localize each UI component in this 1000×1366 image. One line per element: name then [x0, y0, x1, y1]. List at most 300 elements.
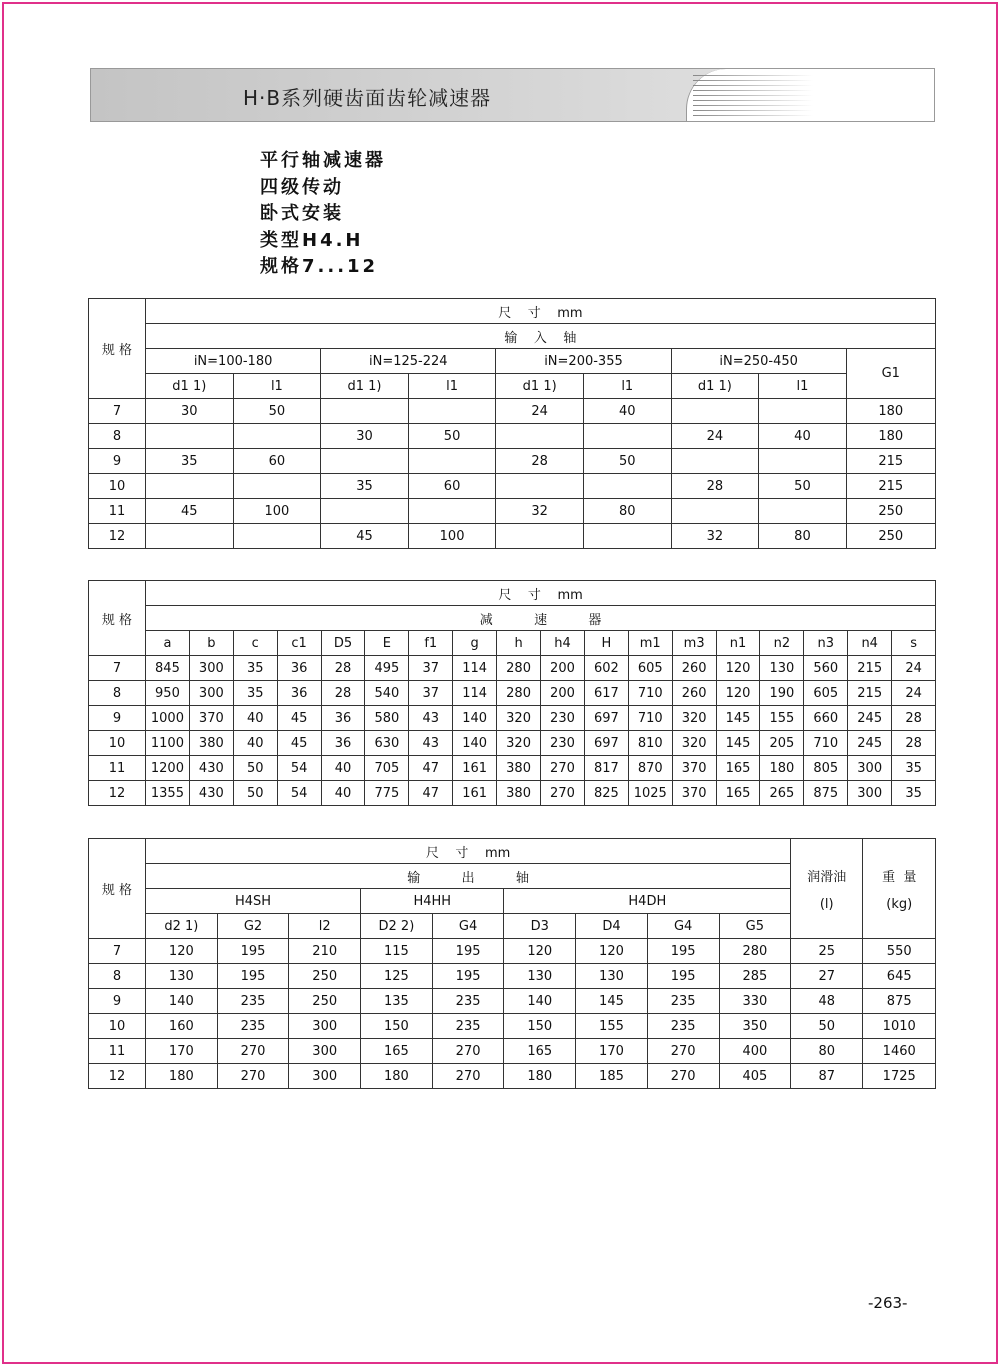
column-header: D4	[576, 914, 648, 939]
value-cell: 817	[584, 756, 628, 781]
value-cell: 1100	[146, 731, 190, 756]
header-title: H·B系列硬齿面齿轮减速器	[243, 86, 492, 110]
type-header: H4SH	[146, 889, 361, 914]
column-header: a	[146, 631, 190, 656]
size-cell: 9	[89, 989, 146, 1014]
value-cell: 28	[671, 474, 759, 499]
table-row	[89, 656, 936, 681]
value-cell: 270	[541, 756, 585, 781]
value-cell: 250	[289, 989, 361, 1014]
value-cell: 140	[146, 989, 218, 1014]
weight-unit: (kg)	[886, 896, 913, 912]
column-header: m1	[628, 631, 672, 656]
value-cell: 100	[408, 524, 496, 549]
value-cell: 114	[453, 656, 497, 681]
value-cell: 270	[541, 781, 585, 806]
reducer-dimensions-table	[88, 580, 936, 806]
value-cell: 40	[583, 399, 671, 424]
value-cell	[321, 399, 409, 424]
value-cell: 320	[497, 731, 541, 756]
input-shaft-table	[88, 298, 936, 549]
banner-image-panel	[686, 69, 935, 122]
value-cell: 697	[584, 706, 628, 731]
value-cell	[583, 424, 671, 449]
value-cell: 710	[628, 706, 672, 731]
size-cell: 10	[89, 1014, 146, 1039]
value-cell: 200	[541, 656, 585, 681]
value-cell	[146, 424, 234, 449]
value-cell: 165	[716, 781, 760, 806]
value-cell: 195	[217, 964, 289, 989]
subtitle: 卧式安装	[260, 203, 344, 224]
value-cell: 80	[583, 499, 671, 524]
size-cell: 12	[89, 1064, 146, 1089]
value-cell: 300	[189, 681, 233, 706]
product-subtitles	[260, 148, 386, 281]
value-cell: 54	[277, 756, 321, 781]
value-cell: 36	[277, 681, 321, 706]
value-cell: 130	[504, 964, 576, 989]
column-header: c	[233, 631, 277, 656]
value-cell: 100	[233, 499, 321, 524]
column-header: D5	[321, 631, 365, 656]
column-header: E	[365, 631, 409, 656]
value-cell	[408, 399, 496, 424]
value-cell: 280	[719, 939, 791, 964]
table-row	[89, 474, 936, 499]
value-cell: 40	[321, 781, 365, 806]
value-cell: 660	[804, 706, 848, 731]
value-cell: 50	[408, 424, 496, 449]
value-cell: 35	[892, 756, 936, 781]
column-header: l2	[289, 914, 361, 939]
dimension-header: 尺 寸 mm	[146, 839, 791, 864]
value-cell: 145	[576, 989, 648, 1014]
value-cell: 60	[233, 449, 321, 474]
ratio-header: iN=200-355	[496, 349, 671, 374]
value-cell: 28	[321, 681, 365, 706]
value-cell: 45	[277, 731, 321, 756]
value-cell: 605	[804, 681, 848, 706]
value-cell: 1010	[863, 1014, 936, 1039]
value-cell: 875	[863, 989, 936, 1014]
value-cell	[496, 524, 584, 549]
ratio-header: iN=250-450	[671, 349, 846, 374]
value-cell: 805	[804, 756, 848, 781]
value-cell: 235	[647, 989, 719, 1014]
size-cell: 7	[89, 399, 146, 424]
value-cell: 160	[146, 1014, 218, 1039]
size-cell: 8	[89, 424, 146, 449]
value-cell: 140	[453, 731, 497, 756]
column-header: D2 2)	[361, 914, 433, 939]
table-row	[89, 424, 936, 449]
value-cell: 170	[146, 1039, 218, 1064]
value-cell: 215	[846, 474, 935, 499]
subtitle: 平行轴减速器	[260, 150, 386, 171]
value-cell: 28	[892, 706, 936, 731]
value-cell: 120	[146, 939, 218, 964]
value-cell: 285	[719, 964, 791, 989]
value-cell: 180	[846, 424, 935, 449]
value-cell: 370	[672, 756, 716, 781]
value-cell: 645	[863, 964, 936, 989]
value-cell: 580	[365, 706, 409, 731]
value-cell: 1355	[146, 781, 190, 806]
value-cell: 165	[504, 1039, 576, 1064]
g1-header: G1	[846, 349, 935, 399]
value-cell: 24	[892, 681, 936, 706]
value-cell: 30	[321, 424, 409, 449]
value-cell: 40	[759, 424, 847, 449]
page-number: -263-	[868, 1294, 908, 1312]
value-cell: 280	[497, 681, 541, 706]
table-row	[89, 1064, 936, 1089]
size-cell: 10	[89, 474, 146, 499]
value-cell: 120	[576, 939, 648, 964]
table-row	[89, 1014, 936, 1039]
value-cell: 190	[760, 681, 804, 706]
column-header: l1	[583, 374, 671, 399]
column-header: g	[453, 631, 497, 656]
column-header: G2	[217, 914, 289, 939]
value-cell: 125	[361, 964, 433, 989]
value-cell: 50	[759, 474, 847, 499]
oil-label: 润滑油	[807, 869, 847, 885]
column-header: D3	[504, 914, 576, 939]
value-cell: 300	[289, 1014, 361, 1039]
value-cell: 32	[671, 524, 759, 549]
column-header: n3	[804, 631, 848, 656]
oil-unit: (l)	[819, 896, 834, 912]
value-cell: 1025	[628, 781, 672, 806]
column-header: c1	[277, 631, 321, 656]
value-cell: 120	[716, 656, 760, 681]
value-cell: 430	[189, 756, 233, 781]
column-header: s	[892, 631, 936, 656]
size-cell: 12	[89, 524, 146, 549]
weight-label: 重 量	[882, 869, 917, 885]
value-cell: 24	[496, 399, 584, 424]
value-cell: 54	[277, 781, 321, 806]
value-cell: 28	[321, 656, 365, 681]
column-header: H	[584, 631, 628, 656]
value-cell: 28	[496, 449, 584, 474]
value-cell: 775	[365, 781, 409, 806]
value-cell: 810	[628, 731, 672, 756]
value-cell: 380	[497, 756, 541, 781]
value-cell: 140	[504, 989, 576, 1014]
size-header: 规 格	[89, 581, 146, 656]
value-cell: 180	[760, 756, 804, 781]
value-cell: 235	[647, 1014, 719, 1039]
size-cell: 7	[89, 656, 146, 681]
value-cell: 1000	[146, 706, 190, 731]
value-cell: 350	[719, 1014, 791, 1039]
value-cell: 180	[361, 1064, 433, 1089]
value-cell: 270	[432, 1039, 504, 1064]
dimension-header: 尺 寸 mm	[146, 299, 936, 324]
value-cell: 50	[233, 781, 277, 806]
value-cell	[671, 499, 759, 524]
value-cell	[321, 499, 409, 524]
value-cell: 875	[804, 781, 848, 806]
column-header: n2	[760, 631, 804, 656]
value-cell: 630	[365, 731, 409, 756]
value-cell: 35	[892, 781, 936, 806]
table-row	[89, 756, 936, 781]
value-cell: 135	[361, 989, 433, 1014]
size-cell: 11	[89, 499, 146, 524]
group-header: 输 入 轴	[146, 324, 936, 349]
value-cell: 40	[233, 706, 277, 731]
value-cell	[671, 399, 759, 424]
value-cell: 300	[289, 1039, 361, 1064]
value-cell: 130	[146, 964, 218, 989]
value-cell	[496, 424, 584, 449]
value-cell: 27	[791, 964, 863, 989]
value-cell: 710	[804, 731, 848, 756]
value-cell	[408, 449, 496, 474]
table-row	[89, 964, 936, 989]
value-cell	[146, 474, 234, 499]
size-cell: 8	[89, 964, 146, 989]
value-cell	[759, 399, 847, 424]
value-cell: 370	[672, 781, 716, 806]
value-cell: 230	[541, 731, 585, 756]
value-cell: 165	[716, 756, 760, 781]
value-cell: 705	[365, 756, 409, 781]
value-cell: 150	[361, 1014, 433, 1039]
value-cell: 43	[409, 706, 453, 731]
value-cell: 617	[584, 681, 628, 706]
size-cell: 7	[89, 939, 146, 964]
value-cell: 300	[189, 656, 233, 681]
value-cell: 540	[365, 681, 409, 706]
value-cell	[408, 499, 496, 524]
value-cell	[496, 474, 584, 499]
value-cell: 280	[497, 656, 541, 681]
value-cell: 60	[408, 474, 496, 499]
value-cell: 602	[584, 656, 628, 681]
size-header: 规 格	[89, 299, 146, 399]
value-cell: 180	[146, 1064, 218, 1089]
decorative-lines	[693, 75, 813, 119]
value-cell: 300	[289, 1064, 361, 1089]
value-cell: 50	[791, 1014, 863, 1039]
value-cell: 380	[497, 781, 541, 806]
value-cell: 165	[361, 1039, 433, 1064]
value-cell: 195	[432, 964, 504, 989]
column-header: f1	[409, 631, 453, 656]
column-header: G4	[647, 914, 719, 939]
value-cell: 43	[409, 731, 453, 756]
value-cell: 80	[759, 524, 847, 549]
column-header: b	[189, 631, 233, 656]
value-cell: 400	[719, 1039, 791, 1064]
size-cell: 9	[89, 449, 146, 474]
value-cell: 195	[647, 939, 719, 964]
column-header: h4	[541, 631, 585, 656]
value-cell: 37	[409, 656, 453, 681]
value-cell: 36	[321, 706, 365, 731]
value-cell: 235	[432, 989, 504, 1014]
value-cell: 560	[804, 656, 848, 681]
header-banner	[90, 68, 935, 122]
value-cell: 270	[217, 1064, 289, 1089]
value-cell: 245	[848, 731, 892, 756]
value-cell: 48	[791, 989, 863, 1014]
value-cell: 1725	[863, 1064, 936, 1089]
value-cell: 145	[716, 731, 760, 756]
value-cell: 245	[848, 706, 892, 731]
value-cell: 185	[576, 1064, 648, 1089]
value-cell: 270	[647, 1039, 719, 1064]
size-cell: 11	[89, 1039, 146, 1064]
value-cell: 870	[628, 756, 672, 781]
dimension-header: 尺 寸 mm	[146, 581, 936, 606]
value-cell: 260	[672, 681, 716, 706]
column-header: l1	[233, 374, 321, 399]
value-cell: 825	[584, 781, 628, 806]
value-cell: 250	[289, 964, 361, 989]
value-cell: 130	[760, 656, 804, 681]
group-header: 输 出 轴	[146, 864, 791, 889]
size-cell: 8	[89, 681, 146, 706]
output-shaft-table	[88, 838, 936, 1089]
value-cell: 25	[791, 939, 863, 964]
value-cell	[583, 474, 671, 499]
value-cell: 265	[760, 781, 804, 806]
value-cell: 210	[289, 939, 361, 964]
value-cell	[233, 424, 321, 449]
value-cell	[759, 499, 847, 524]
value-cell: 47	[409, 756, 453, 781]
value-cell: 32	[496, 499, 584, 524]
value-cell: 35	[233, 656, 277, 681]
value-cell: 330	[719, 989, 791, 1014]
column-header: h	[497, 631, 541, 656]
value-cell: 430	[189, 781, 233, 806]
value-cell: 370	[189, 706, 233, 731]
value-cell: 215	[848, 656, 892, 681]
value-cell: 140	[453, 706, 497, 731]
value-cell: 550	[863, 939, 936, 964]
column-header: n1	[716, 631, 760, 656]
table-row	[89, 731, 936, 756]
value-cell	[583, 524, 671, 549]
column-header: G5	[719, 914, 791, 939]
ratio-header: iN=125-224	[321, 349, 496, 374]
value-cell: 24	[671, 424, 759, 449]
value-cell: 320	[672, 731, 716, 756]
value-cell: 200	[541, 681, 585, 706]
column-header: d1 1)	[146, 374, 234, 399]
value-cell: 710	[628, 681, 672, 706]
value-cell	[759, 449, 847, 474]
value-cell: 40	[233, 731, 277, 756]
value-cell: 250	[846, 499, 935, 524]
table-row	[89, 399, 936, 424]
value-cell: 320	[672, 706, 716, 731]
value-cell: 405	[719, 1064, 791, 1089]
value-cell: 36	[321, 731, 365, 756]
size-cell: 10	[89, 731, 146, 756]
value-cell: 845	[146, 656, 190, 681]
value-cell: 1460	[863, 1039, 936, 1064]
value-cell: 230	[541, 706, 585, 731]
value-cell: 80	[791, 1039, 863, 1064]
oil-header	[791, 839, 863, 939]
column-header: d2 1)	[146, 914, 218, 939]
value-cell	[671, 449, 759, 474]
value-cell: 37	[409, 681, 453, 706]
ratio-header: iN=100-180	[146, 349, 321, 374]
table-row	[89, 524, 936, 549]
column-header: d1 1)	[496, 374, 584, 399]
value-cell: 180	[846, 399, 935, 424]
value-cell: 235	[432, 1014, 504, 1039]
value-cell: 260	[672, 656, 716, 681]
value-cell: 30	[146, 399, 234, 424]
table-row	[89, 989, 936, 1014]
value-cell: 235	[217, 989, 289, 1014]
value-cell: 300	[848, 756, 892, 781]
value-cell: 495	[365, 656, 409, 681]
value-cell: 605	[628, 656, 672, 681]
table-row	[89, 781, 936, 806]
table-row	[89, 939, 936, 964]
value-cell: 50	[233, 399, 321, 424]
value-cell: 28	[892, 731, 936, 756]
value-cell: 235	[217, 1014, 289, 1039]
size-cell: 11	[89, 756, 146, 781]
column-header: l1	[759, 374, 847, 399]
value-cell: 50	[583, 449, 671, 474]
type-header: H4HH	[361, 889, 504, 914]
column-header: l1	[408, 374, 496, 399]
value-cell	[321, 449, 409, 474]
table-row	[89, 706, 936, 731]
value-cell: 300	[848, 781, 892, 806]
value-cell: 270	[217, 1039, 289, 1064]
value-cell: 35	[233, 681, 277, 706]
value-cell: 114	[453, 681, 497, 706]
value-cell: 115	[361, 939, 433, 964]
group-header: 减 速 器	[146, 606, 936, 631]
value-cell: 40	[321, 756, 365, 781]
value-cell: 697	[584, 731, 628, 756]
subtitle: 四级传动	[260, 176, 344, 198]
value-cell: 130	[576, 964, 648, 989]
value-cell	[233, 474, 321, 499]
value-cell: 120	[716, 681, 760, 706]
column-header: n4	[848, 631, 892, 656]
column-header: d1 1)	[671, 374, 759, 399]
value-cell: 36	[277, 656, 321, 681]
value-cell: 35	[321, 474, 409, 499]
table-row	[89, 449, 936, 474]
value-cell: 180	[504, 1064, 576, 1089]
value-cell: 47	[409, 781, 453, 806]
value-cell: 155	[760, 706, 804, 731]
value-cell: 270	[647, 1064, 719, 1089]
value-cell: 270	[432, 1064, 504, 1089]
value-cell	[233, 524, 321, 549]
value-cell: 205	[760, 731, 804, 756]
value-cell: 50	[233, 756, 277, 781]
value-cell: 1200	[146, 756, 190, 781]
